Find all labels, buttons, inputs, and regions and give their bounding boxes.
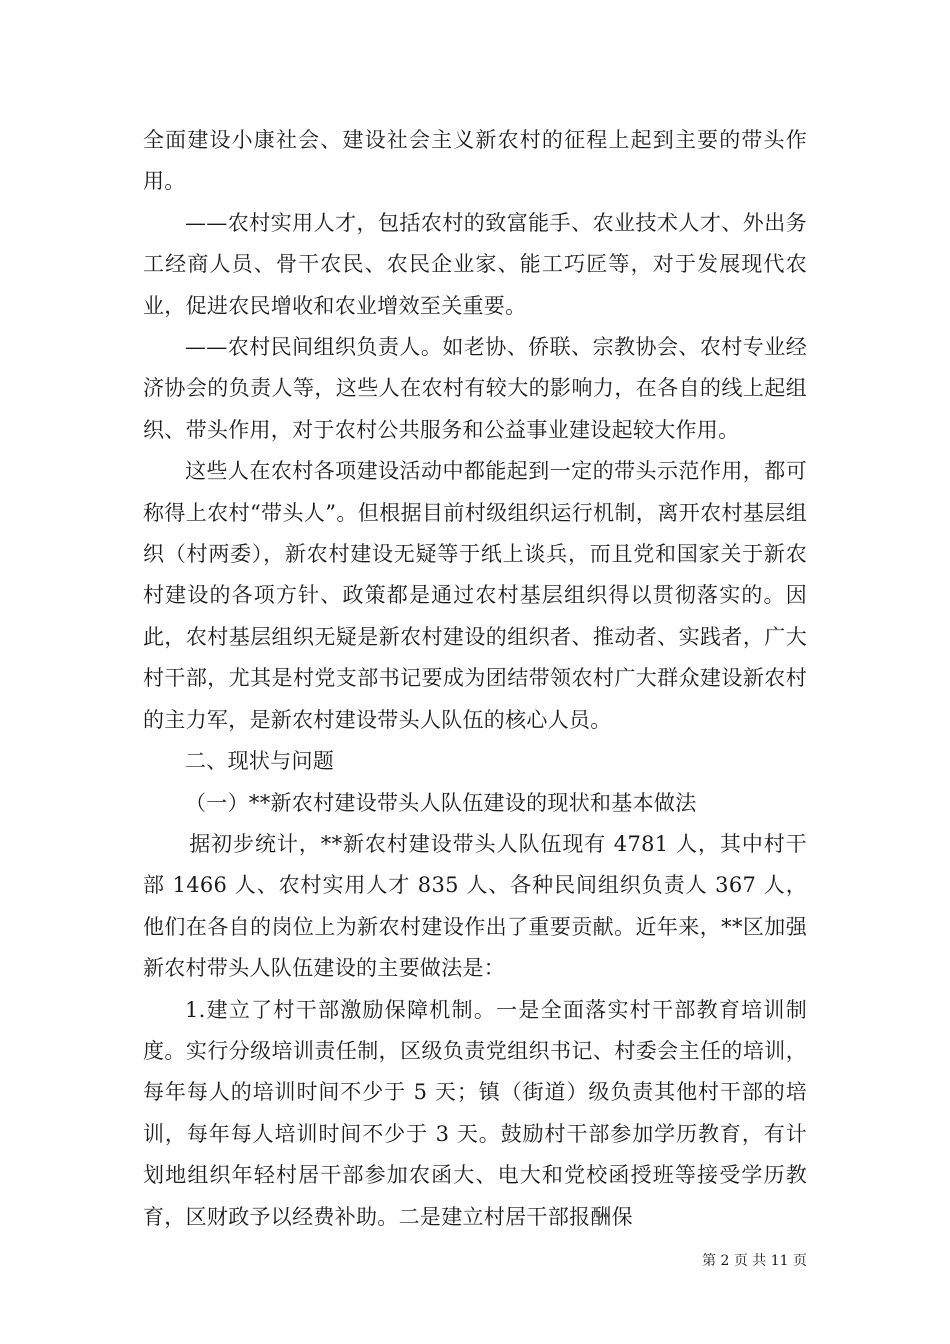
- paragraph-civil-organization: ——农村民间组织负责人。如老协、侨联、宗教协会、农村专业经济协会的负责人等，这些人在农村有较大的影响力，在各自的线上起组织、带头作用，对于农村公共服务和公益事业建设起较大作用。: [143, 335, 807, 442]
- document-body: [143, 120, 807, 1238]
- paragraph-continuation: 全面建设小康社会、建设社会主义新农村的征程上起到主要的带头作用。: [143, 128, 807, 194]
- page-number-footer: 第 2 页 共 11 页: [702, 1253, 807, 1269]
- section-heading-status: 二、现状与问题: [185, 749, 335, 774]
- paragraph-statistics: 据初步统计，**新农村建设带头人队伍现有 4781 人，其中村干部 1466 人、农村实用人才 835 人、各种民间组织负责人 367 人，他们在各自的岗位上为新农村建设作出了重要贡献。近年来，**区加强新农村带头人队伍建设的主要做法是：: [143, 831, 807, 981]
- subsection-heading-status-practices: （一）**新农村建设带头人队伍建设的现状和基本做法: [185, 790, 697, 815]
- paragraph-practical-talent: ——农村实用人才，包括农村的致富能手、农业技术人才、外出务工经商人员、骨干农民、农民企业家、能工巧匠等，对于发展现代农业，促进农民增收和农业增效至关重要。: [143, 210, 807, 318]
- paragraph-incentive-mechanism: 1.建立了村干部激励保障机制。一是全面落实村干部教育培训制度。实行分级培训责任制，区级负责党组织书记、村委会主任的培训，每年每人的培训时间不少于 5 天；镇（街道）级负责其他村干部的培训，每年每人培训时间不少于 3 天。鼓励村干部参加学历教育，有计划地组织年轻村居干部参加农函大、电大和党校函授班等接受学历教育，区财政予以经费补助。二是建立村居干部报酬保: [143, 997, 807, 1229]
- paragraph-leaders-summary: 这些人在农村各项建设活动中都能起到一定的带头示范作用，都可称得上农村“带头人”。但根据目前村级组织运行机制，离开农村基层组织（村两委），新农村建设无疑等于纸上谈兵，而且党和国家关于新农村建设的各项方针、政策都是通过农村基层组织得以贯彻落实的。因此，农村基层组织无疑是新农村建设的组织者、推动者、实践者，广大村干部，尤其是村党支部书记要成为团结带领农村广大群众建设新农村的主力军，是新农村建设带头人队伍的核心人员。: [143, 459, 807, 732]
